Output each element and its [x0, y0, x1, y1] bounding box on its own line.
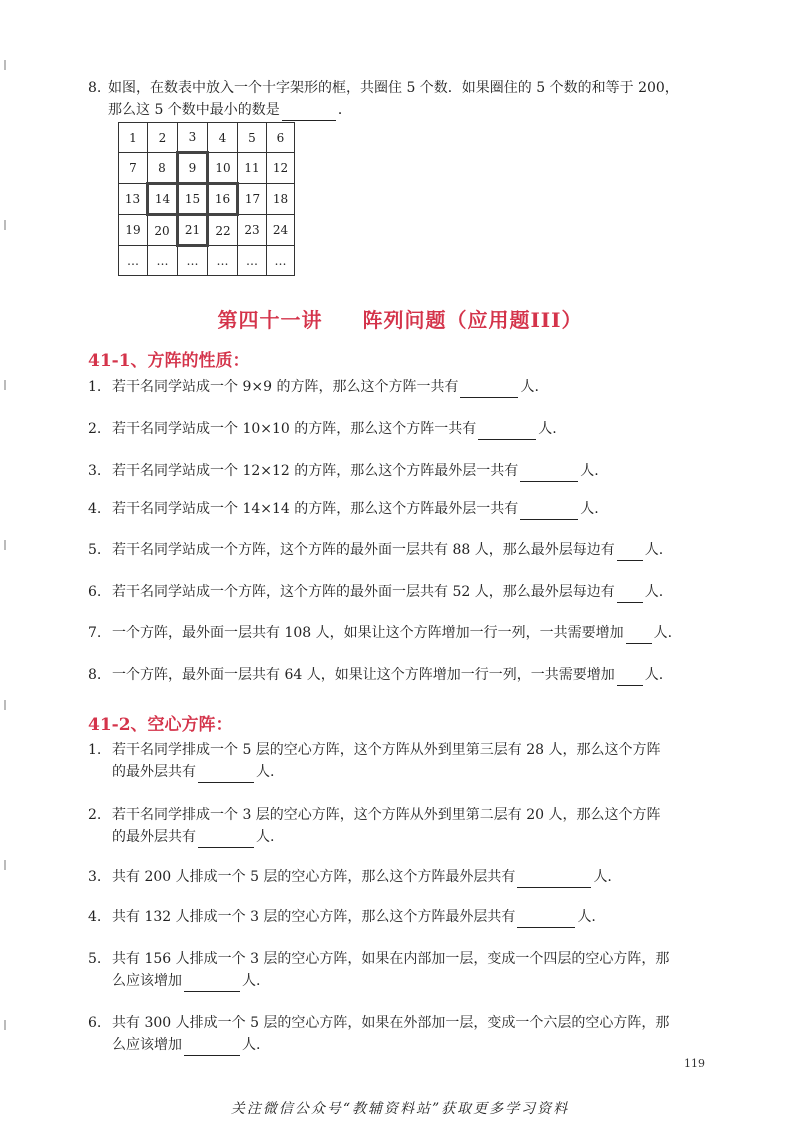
answer-blank[interactable] — [617, 669, 643, 686]
question-text: 若干名同学站成一个 14×14 的方阵，那么这个方阵最外层一共有 — [112, 501, 519, 517]
question-number: 1. — [88, 379, 102, 395]
answer-blank[interactable] — [517, 871, 591, 888]
question-text-line1: 如图，在数表中放入一个十字架形的框，共圈住 5 个数．如果圈住的 5 个数的和等于 200， — [108, 80, 679, 96]
answer-blank[interactable] — [184, 975, 240, 992]
question-end: 人. — [577, 909, 596, 925]
question-text: 若干名同学站成一个方阵，这个方阵的最外面一层共有 52 人，那么最外层每边有 — [112, 584, 615, 600]
question-text: 一个方阵，最外面一层共有 108 人，如果让这个方阵增加一行一列，一共需要增加 — [112, 625, 624, 641]
table-cell: 6 — [267, 123, 295, 153]
question-number: 5. — [88, 951, 102, 967]
question-end: 人. — [580, 501, 599, 517]
answer-blank[interactable] — [184, 1039, 240, 1056]
question-text-line2: 那么这 5 个数中最小的数是 — [108, 102, 280, 118]
question-end: 人. — [644, 584, 664, 600]
question-number: 7. — [88, 625, 102, 641]
s1-question-6 — [88, 581, 728, 603]
table-cell: 22 — [208, 215, 238, 246]
question-number: 5. — [88, 542, 102, 558]
question-end: 人. — [256, 764, 275, 780]
table-cell: 3 — [178, 123, 208, 153]
question-text: 若干名同学站成一个 9×9 的方阵，那么这个方阵一共有 — [112, 379, 459, 395]
cross-frame-cell: 16 — [208, 184, 238, 215]
question-text: 一个方阵，最外面一层共有 64 人，如果让这个方阵增加一行一列，一共需要增加 — [112, 667, 615, 683]
question-text-line1: 若干名同学排成一个 5 层的空心方阵，这个方阵从外到里第三层有 28 人，那么这个方阵 — [112, 742, 661, 758]
question-8 — [88, 77, 728, 121]
answer-blank[interactable] — [626, 627, 652, 644]
s2-question-6 — [88, 1012, 728, 1056]
question-end: 人. — [593, 869, 612, 885]
table-cell: 18 — [267, 184, 295, 215]
lecture-number: 第四十一讲 — [217, 308, 323, 332]
s2-question-3 — [88, 866, 728, 888]
answer-blank[interactable] — [478, 423, 536, 440]
answer-blank[interactable] — [617, 586, 643, 603]
question-text-line2: 的最外层共有 — [112, 829, 196, 845]
question-number: 6. — [88, 584, 102, 600]
question-end: 人. — [242, 973, 261, 989]
question-number: 4. — [88, 501, 102, 517]
question-end: 人. — [242, 1037, 261, 1053]
table-cell: 4 — [208, 123, 238, 153]
s1-question-3 — [88, 460, 728, 482]
s1-question-2 — [88, 418, 728, 440]
table-cell: … — [238, 246, 267, 276]
table-cell: 15 — [178, 184, 208, 215]
question-text-line2: 么应该增加 — [112, 1037, 182, 1053]
footer-watermark: 关注微信公众号“教辅资料站”获取更多学习资料 — [230, 1101, 570, 1117]
page-number: 119 — [684, 1057, 705, 1070]
binding-margin-marks — [4, 0, 8, 1131]
s2-question-2 — [88, 804, 728, 848]
table-cell: 1 — [119, 123, 148, 153]
answer-blank[interactable] — [198, 831, 254, 848]
question-end: 人. — [644, 667, 664, 683]
answer-blank[interactable] — [517, 911, 575, 928]
table-cell: 24 — [267, 215, 295, 246]
question-end: 人. — [256, 829, 275, 845]
table-cell: 19 — [119, 215, 148, 246]
table-cell: 17 — [238, 184, 267, 215]
question-text: 共有 200 人排成一个 5 层的空心方阵，那么这个方阵最外层共有 — [112, 869, 516, 885]
s2-question-5 — [88, 948, 728, 992]
question-text: 若干名同学站成一个 10×10 的方阵，那么这个方阵一共有 — [112, 421, 477, 437]
cross-frame-cell: 21 — [178, 215, 208, 246]
lecture-title — [0, 304, 800, 333]
s1-question-8 — [88, 664, 728, 686]
answer-blank[interactable] — [520, 503, 578, 520]
table-cell: … — [148, 246, 178, 276]
question-end: 人. — [644, 542, 664, 558]
question-text-line1: 共有 300 人排成一个 5 层的空心方阵，如果在外部加一层，变成一个六层的空心方阵，那 — [112, 1015, 670, 1031]
answer-blank[interactable] — [460, 381, 518, 398]
table-row — [119, 123, 295, 153]
question-text: 若干名同学站成一个 12×12 的方阵，那么这个方阵最外层一共有 — [112, 463, 519, 479]
table-cell: … — [208, 246, 238, 276]
question-text-line1: 若干名同学排成一个 3 层的空心方阵，这个方阵从外到里第二层有 20 人，那么这个方阵 — [112, 807, 661, 823]
question-number: 3. — [88, 869, 102, 885]
section-title-41-2: 41-2、空心方阵： — [88, 715, 233, 735]
question-end-mark: ． — [337, 102, 352, 118]
table-row — [119, 184, 295, 215]
question-number: 4. — [88, 909, 102, 925]
question-text: 若干名同学站成一个方阵，这个方阵的最外面一层共有 88 人，那么最外层每边有 — [112, 542, 615, 558]
s1-question-5 — [88, 539, 728, 561]
question-end: 人. — [580, 463, 599, 479]
table-row — [119, 153, 295, 184]
table-cell: … — [178, 246, 208, 276]
table-cell: 13 — [119, 184, 148, 215]
table-row — [119, 246, 295, 276]
question-number: 6. — [88, 1015, 102, 1031]
table-cell: 11 — [238, 153, 267, 184]
answer-blank[interactable] — [282, 104, 336, 121]
table-cell: 20 — [148, 215, 178, 246]
s1-question-1 — [88, 376, 728, 398]
question-text: 共有 132 人排成一个 3 层的空心方阵，那么这个方阵最外层共有 — [112, 909, 516, 925]
table-cell: 5 — [238, 123, 267, 153]
lecture-topic: 阵列问题（应用题III） — [362, 308, 583, 332]
section-title-41-1: 41-1、方阵的性质： — [88, 351, 250, 371]
s1-question-7 — [88, 622, 728, 644]
answer-blank[interactable] — [198, 766, 254, 783]
cross-frame-cell: 14 — [148, 184, 178, 215]
cross-frame-cell: 9 — [178, 153, 208, 184]
question-text-line1: 共有 156 人排成一个 3 层的空心方阵，如果在内部加一层，变成一个四层的空心方阵，那 — [112, 951, 670, 967]
question-text-line2: 的最外层共有 — [112, 764, 196, 780]
question-end: 人. — [653, 625, 673, 641]
table-cell: 8 — [148, 153, 178, 184]
question-text-line2: 么应该增加 — [112, 973, 182, 989]
question-number: 3. — [88, 463, 102, 479]
table-row — [119, 215, 295, 246]
question-number: 1. — [88, 742, 102, 758]
table-cell: 23 — [238, 215, 267, 246]
answer-blank[interactable] — [520, 465, 578, 482]
table-cell: 10 — [208, 153, 238, 184]
question-number: 8. — [88, 667, 102, 683]
question-end: 人. — [538, 421, 557, 437]
answer-blank[interactable] — [617, 544, 643, 561]
s2-question-4 — [88, 906, 728, 928]
table-cell: 7 — [119, 153, 148, 184]
s2-question-1 — [88, 739, 728, 783]
table-cell: … — [267, 246, 295, 276]
question-number: 2. — [88, 807, 102, 823]
number-table — [118, 122, 295, 276]
table-cell: 12 — [267, 153, 295, 184]
table-cell: … — [119, 246, 148, 276]
question-number: 2. — [88, 421, 102, 437]
question-end: 人. — [520, 379, 539, 395]
table-cell: 2 — [148, 123, 178, 153]
question-number: 8. — [88, 80, 102, 96]
s1-question-4 — [88, 498, 728, 520]
